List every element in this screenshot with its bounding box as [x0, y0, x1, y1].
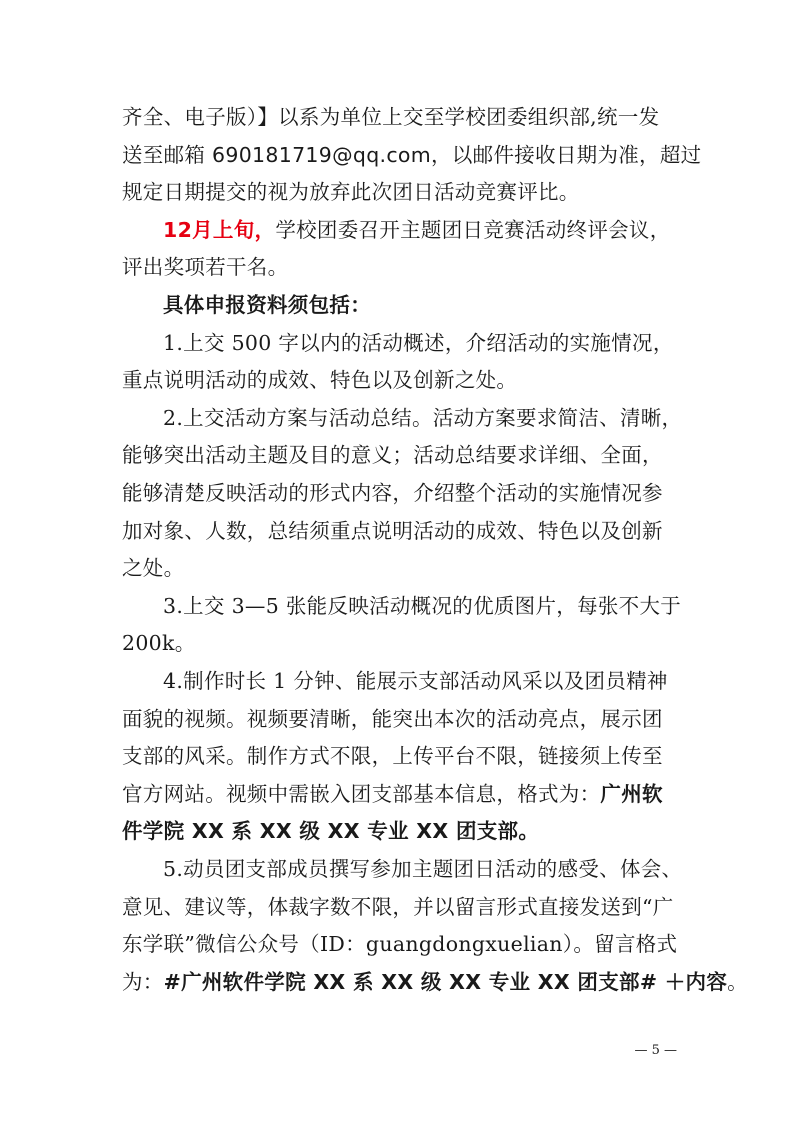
body-line	[122, 361, 682, 399]
body-line	[122, 812, 682, 850]
body-line	[122, 98, 682, 136]
line-text: 。	[727, 969, 748, 994]
heading-text: 具体申报资料须包括：	[163, 293, 371, 317]
body-line	[122, 963, 748, 1001]
body-line	[122, 624, 682, 662]
format-bold-text: 广州软	[600, 781, 663, 806]
line-text: 重点说明活动的成效、特色以及创新之处。	[122, 368, 518, 393]
page-number: — 5 —	[634, 1043, 677, 1058]
body-line	[122, 775, 682, 813]
body-line	[122, 888, 682, 926]
body-line	[122, 512, 682, 550]
line-text: 能够清楚反映活动的形式内容，介绍整个活动的实施情况参	[122, 481, 663, 505]
line-text: 4.制作时长 1 分钟、能展示支部活动风采以及团员精神	[163, 669, 668, 693]
email-address: 690181719@qq.com	[212, 142, 432, 167]
body-line	[122, 436, 682, 474]
line-text: 2.上交活动方案与活动总结。活动方案要求简洁、清晰，	[163, 405, 683, 430]
line-text: 意见、建议等，体裁字数不限，并以留言形式直接发送到“广	[122, 894, 674, 919]
line-text: 3.上交 3—5 张能反映活动概况的优质图片，每张不大于	[163, 593, 682, 618]
body-line	[163, 399, 682, 437]
line-text: 面貌的视频。视频要清晰，能突出本次的活动亮点，展示团	[122, 706, 663, 731]
line-text: 加对象、人数，总结须重点说明活动的成效、特色以及创新	[122, 518, 663, 543]
line-text: 齐全、电子版）】以系为单位上交至学校团委组织部,统一发	[122, 105, 660, 129]
line-text: 之处。	[122, 556, 185, 581]
format-bold-text: 件学院 XX 系 XX 级 XX 专业 XX 团支部。	[122, 819, 540, 844]
body-line	[122, 173, 682, 211]
line-text: 5.动员团支部成员撰写参加主题团日活动的感受、体会、	[163, 857, 683, 881]
body-line	[163, 587, 682, 625]
body-line	[163, 850, 682, 888]
line-text: 官方网站。视频中需嵌入团支部基本信息，格式为：	[122, 781, 601, 806]
body-line	[122, 925, 682, 963]
body-line	[122, 549, 682, 587]
body-line	[163, 662, 682, 700]
body-line	[122, 737, 682, 775]
body-line	[122, 248, 682, 286]
line-text: 能够突出活动主题及目的意义；活动总结要求详细、全面，	[122, 443, 663, 468]
line-text: 200k。	[122, 631, 196, 656]
line-text: 支部的风采。制作方式不限，上传平台不限，链接须上传至	[122, 744, 663, 769]
line-text: 送至邮箱	[122, 142, 213, 167]
line-text: 学校团委召开主题团日竞赛活动终评会议，	[275, 217, 671, 242]
line-text: 评出奖项若干名。	[122, 255, 289, 280]
line-text: 为：	[122, 969, 164, 994]
line-text: 规定日期提交的视为放弃此次团日活动竞赛评比。	[122, 180, 580, 205]
body-line	[122, 136, 702, 174]
line-text: ，以邮件接收日期为准，超过	[431, 142, 702, 167]
body-line	[163, 324, 682, 362]
line-text: 1.上交 500 字以内的活动概述，介绍活动的实施情况，	[163, 330, 674, 355]
body-line	[163, 211, 682, 249]
body-line	[122, 474, 682, 512]
format-bold-text: #广州软件学院 XX 系 XX 级 XX 专业 XX 团支部# ＋内容	[163, 969, 728, 994]
line-text: 东学联”微信公众号（ID：guangdongxuelian）。留言格式	[122, 932, 678, 957]
section-heading	[163, 286, 682, 324]
date-highlight: 12月上旬，	[163, 217, 276, 242]
body-line	[122, 700, 682, 738]
